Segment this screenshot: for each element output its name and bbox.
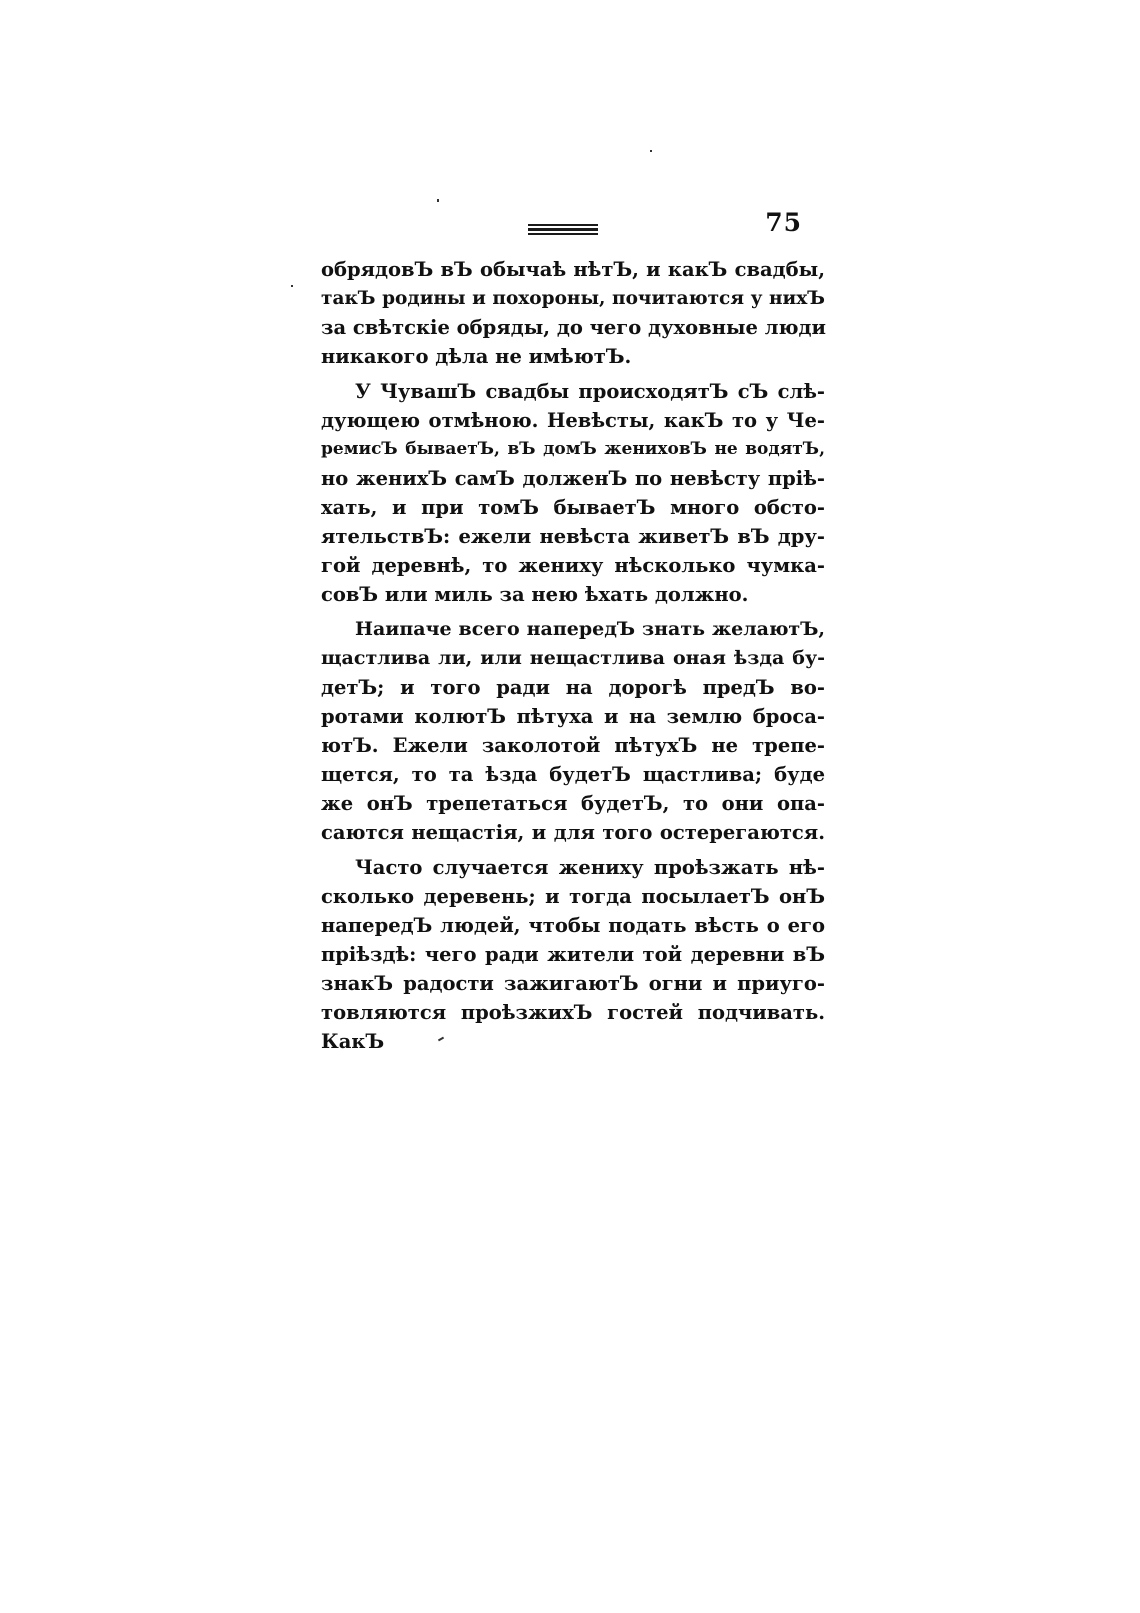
header-ornament-rule	[528, 224, 598, 232]
text-line: никакого дѣла не имѣютЪ.	[321, 345, 632, 368]
text-line: щется, то та ѣзда будетЪ щастлива; буде	[321, 763, 825, 786]
body-text	[321, 255, 825, 1062]
text-line: пріѣздѣ: чего ради жители той деревни вЪ	[321, 943, 825, 966]
text-line: ятельствЪ: ежели невѣста живетЪ вЪ дру-	[321, 525, 825, 548]
text-line: сколько деревень; и тогда посылаетЪ онЪ	[321, 885, 825, 908]
text-line: но женихЪ самЪ долженЪ по невѣсту пріѣ-	[321, 467, 825, 490]
print-speck	[437, 199, 439, 202]
page-header	[320, 208, 820, 248]
text-line: ротами колютЪ пѣтуха и на землю броса-	[321, 705, 825, 728]
text-line: У ЧувашЪ свадбы происходятЪ сЪ слѣ-	[355, 380, 825, 403]
print-speck	[650, 150, 652, 152]
text-line: гой деревнѣ, то жениху нѣсколько чумка-	[321, 554, 825, 577]
text-line: напередЪ людей, чтобы подать вѣсть о его	[321, 914, 825, 937]
text-line: за свѣтскіе обряды, до чего духовные люди	[321, 316, 826, 339]
text-line: Наипаче всего напередЪ знать желаютЪ,	[355, 618, 825, 640]
text-line: совЪ или миль за нею ѣхать должно.	[321, 583, 749, 606]
text-line: дующею отмѣною. Невѣсты, какЪ то у Че-	[321, 409, 825, 432]
text-line: знакЪ радости зажигаютЪ огни и приуго-	[321, 972, 825, 995]
text-line: ютЪ. Ежели заколотой пѣтухЪ не трепе-	[321, 734, 825, 757]
text-line: такЪ родины и похороны, почитаются у нихЪ	[321, 288, 825, 309]
text-line: Часто случается жениху проѣзжать нѣ-	[355, 856, 825, 879]
paragraph-3	[321, 615, 825, 847]
paragraph-4	[321, 853, 825, 1056]
text-line: хать, и при томЪ бываетЪ много обсто-	[321, 496, 825, 519]
text-line: щастлива ли, или нещастлива оная ѣзда бу-	[321, 647, 825, 669]
text-line: товляются проѣзжихЪ гостей подчивать.	[321, 1001, 825, 1024]
text-line: детЪ; и того ради на дорогѣ предЪ во-	[321, 676, 825, 699]
page-number: 75	[765, 208, 802, 237]
text-line: же онЪ трепетаться будетЪ, то они опа-	[321, 792, 825, 815]
text-line: ремисЪ бываетЪ, вЪ домЪ жениховЪ не водятЪ,	[321, 439, 825, 459]
print-speck	[291, 285, 293, 287]
text-line: саются нещастія, и для того остерегаются.	[321, 821, 825, 844]
text-line: обрядовЪ вЪ обычаѣ нѣтЪ, и какЪ свадбы,	[321, 258, 825, 281]
catchword: КакЪ	[321, 1030, 385, 1053]
paragraph-2	[321, 377, 825, 609]
paragraph-1	[321, 255, 825, 371]
